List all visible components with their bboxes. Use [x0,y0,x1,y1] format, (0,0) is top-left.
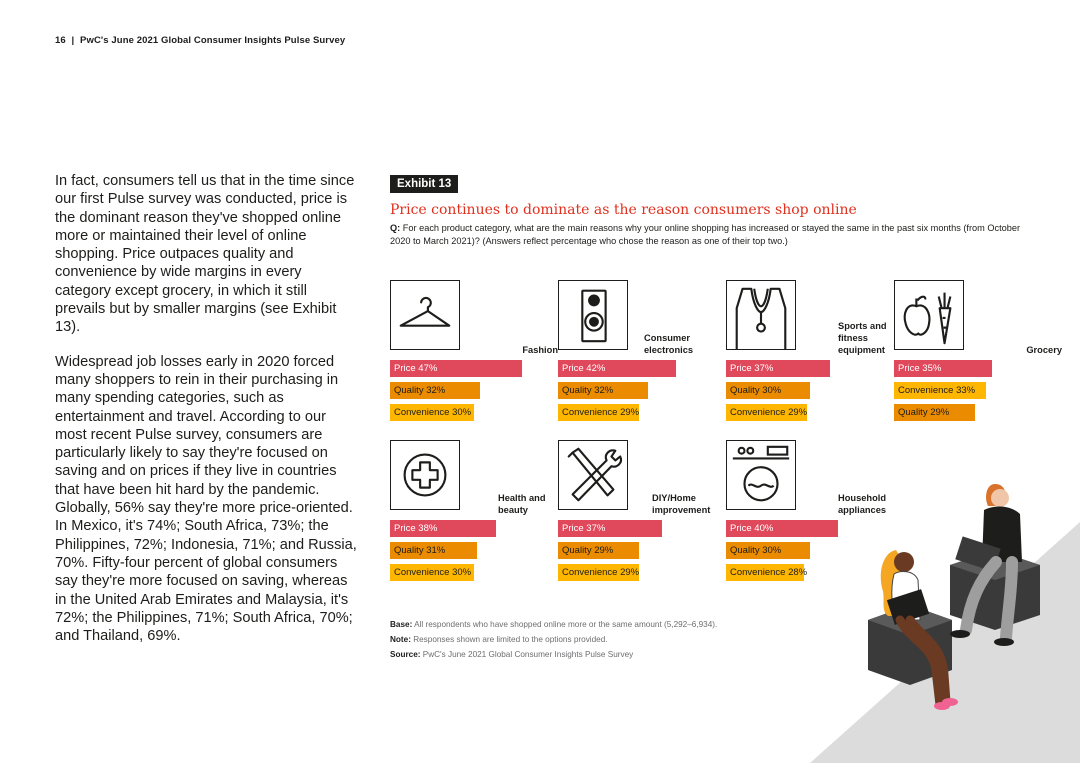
speaker-icon [558,280,628,350]
bar-track [558,360,726,377]
bar-quality: Quality 32% [558,382,648,399]
apple-carrot-icon [894,280,964,350]
bar-group-consumer-electronics [558,360,726,426]
page-header [55,35,345,46]
bar-convenience: Convenience 29% [558,404,639,421]
people-laptop-illustration [760,470,1080,763]
exhibit-tag: Exhibit 13 [390,175,458,193]
bar-quality: Quality 29% [894,404,975,421]
bar-convenience: Convenience 29% [726,404,807,421]
page-number: 16 [55,35,66,46]
bar-track [558,404,726,421]
bar-quality: Quality 31% [390,542,477,559]
bar-convenience: Convenience 30% [390,564,474,581]
bar-group-grocery [894,360,1062,426]
bar-track [558,520,726,537]
question-label: Q: [390,223,401,233]
bar-quality: Quality 30% [726,542,810,559]
category-fashion [390,280,558,356]
bar-track [726,382,894,399]
category-label: Fashion [522,345,558,355]
bar-price: Price 35% [894,360,992,377]
category-label: Household appliances [838,493,887,515]
bar-track [558,382,726,399]
bar-track [558,564,726,581]
category-consumer-electronics [558,280,726,356]
tools-icon [558,440,628,510]
base-note: Base: All respondents who have shopped online more or the same amount (5,292–6,934). [390,620,718,629]
category-diy-home [558,440,726,516]
source-note: Source: PwC's June 2021 Global Consumer Insights Pulse Survey [390,650,634,659]
category-health-beauty [390,440,558,516]
body-paragraph-2: Widespread job losses early in 2020 forced many shoppers to rein in their purchasing in many spending categories, such as entertainment and travel. According to our most recent Pulse survey, consumers are particularly likely to say they're focused on saving and on prices if they live in countries that have been hit hard by the pandemic. Globally, 56% say they're more price-oriented. In Mexico, it's 74%; South Africa, 73%; the Philippines, 72%; Indonesia, 71%; and Russia, 70%. Fifty-four percent of global consumers say they're more focused on saving, whereas in the United Arab Emirates and Malaysia, it's 72%; the Philippines, 71%; South Africa, 70%; and Thailand, 69%. [55,353,357,645]
bar-price: Price 42% [558,360,676,377]
bar-quality: Quality 32% [390,382,480,399]
bar-track [390,404,558,421]
bar-track [390,564,558,581]
bar-price: Price 47% [390,360,522,377]
bar-track [558,542,726,559]
bar-group-sports-fitness [726,360,894,426]
question-text: For each product category, what are the main reasons why your online shopping has increased or stayed the same in the past six months (from October 2020 to March 2021)? (Answers reflect percentage who chose the reason as one of their top two.) [390,223,1021,246]
category-sports-fitness [726,280,894,356]
hanger-icon [390,280,460,350]
header-separator: | [71,35,75,46]
category-label: Grocery [1026,345,1062,355]
bar-quality: Quality 29% [558,542,639,559]
bar-track [390,360,558,377]
tank-top-icon [726,280,796,350]
bar-track [894,360,1062,377]
exhibit-title: Price continues to dominate as the reason consumers shop online [390,202,857,218]
exhibit-question [390,222,1040,247]
bar-convenience: Convenience 33% [894,382,986,399]
bar-price: Price 37% [558,520,662,537]
bar-price: Price 38% [390,520,496,537]
medical-cross-icon [390,440,460,510]
bar-track [726,360,894,377]
bar-price: Price 40% [726,520,838,537]
bar-track [726,404,894,421]
bar-track [390,382,558,399]
category-label: DIY/Home improvement [652,493,711,515]
report-title: PwC's June 2021 Global Consumer Insights Pulse Survey [80,35,346,46]
bar-track [390,520,558,537]
category-grocery [894,280,1062,356]
category-label: Consumer electronics [644,333,694,355]
bar-track [390,542,558,559]
category-label: Sports and fitness equipment [838,321,887,355]
bar-convenience: Convenience 30% [390,404,474,421]
bar-group-fashion [390,360,558,426]
bar-track [894,404,1062,421]
bar-price: Price 37% [726,360,830,377]
bar-track [894,382,1062,399]
category-label: Health and beauty [498,493,546,515]
bar-group-health-beauty [390,520,558,586]
note-text: Note: Responses shown are limited to the options provided. [390,635,608,644]
bar-convenience: Convenience 29% [558,564,639,581]
exhibit-notes [390,617,717,662]
bar-convenience: Convenience 28% [726,564,804,581]
body-paragraph-1: In fact, consumers tell us that in the time since our first Pulse survey was conducted, price is the dominant reason they've shopped online more or maintained their level of online shopping. Price outpaces quality and convenience by wide margins in every category except grocery, in which it still prevails but by smaller margins (see Exhibit 13). [55,173,355,336]
bar-group-diy-home [558,520,726,586]
bar-quality: Quality 30% [726,382,810,399]
body-text [55,172,360,661]
